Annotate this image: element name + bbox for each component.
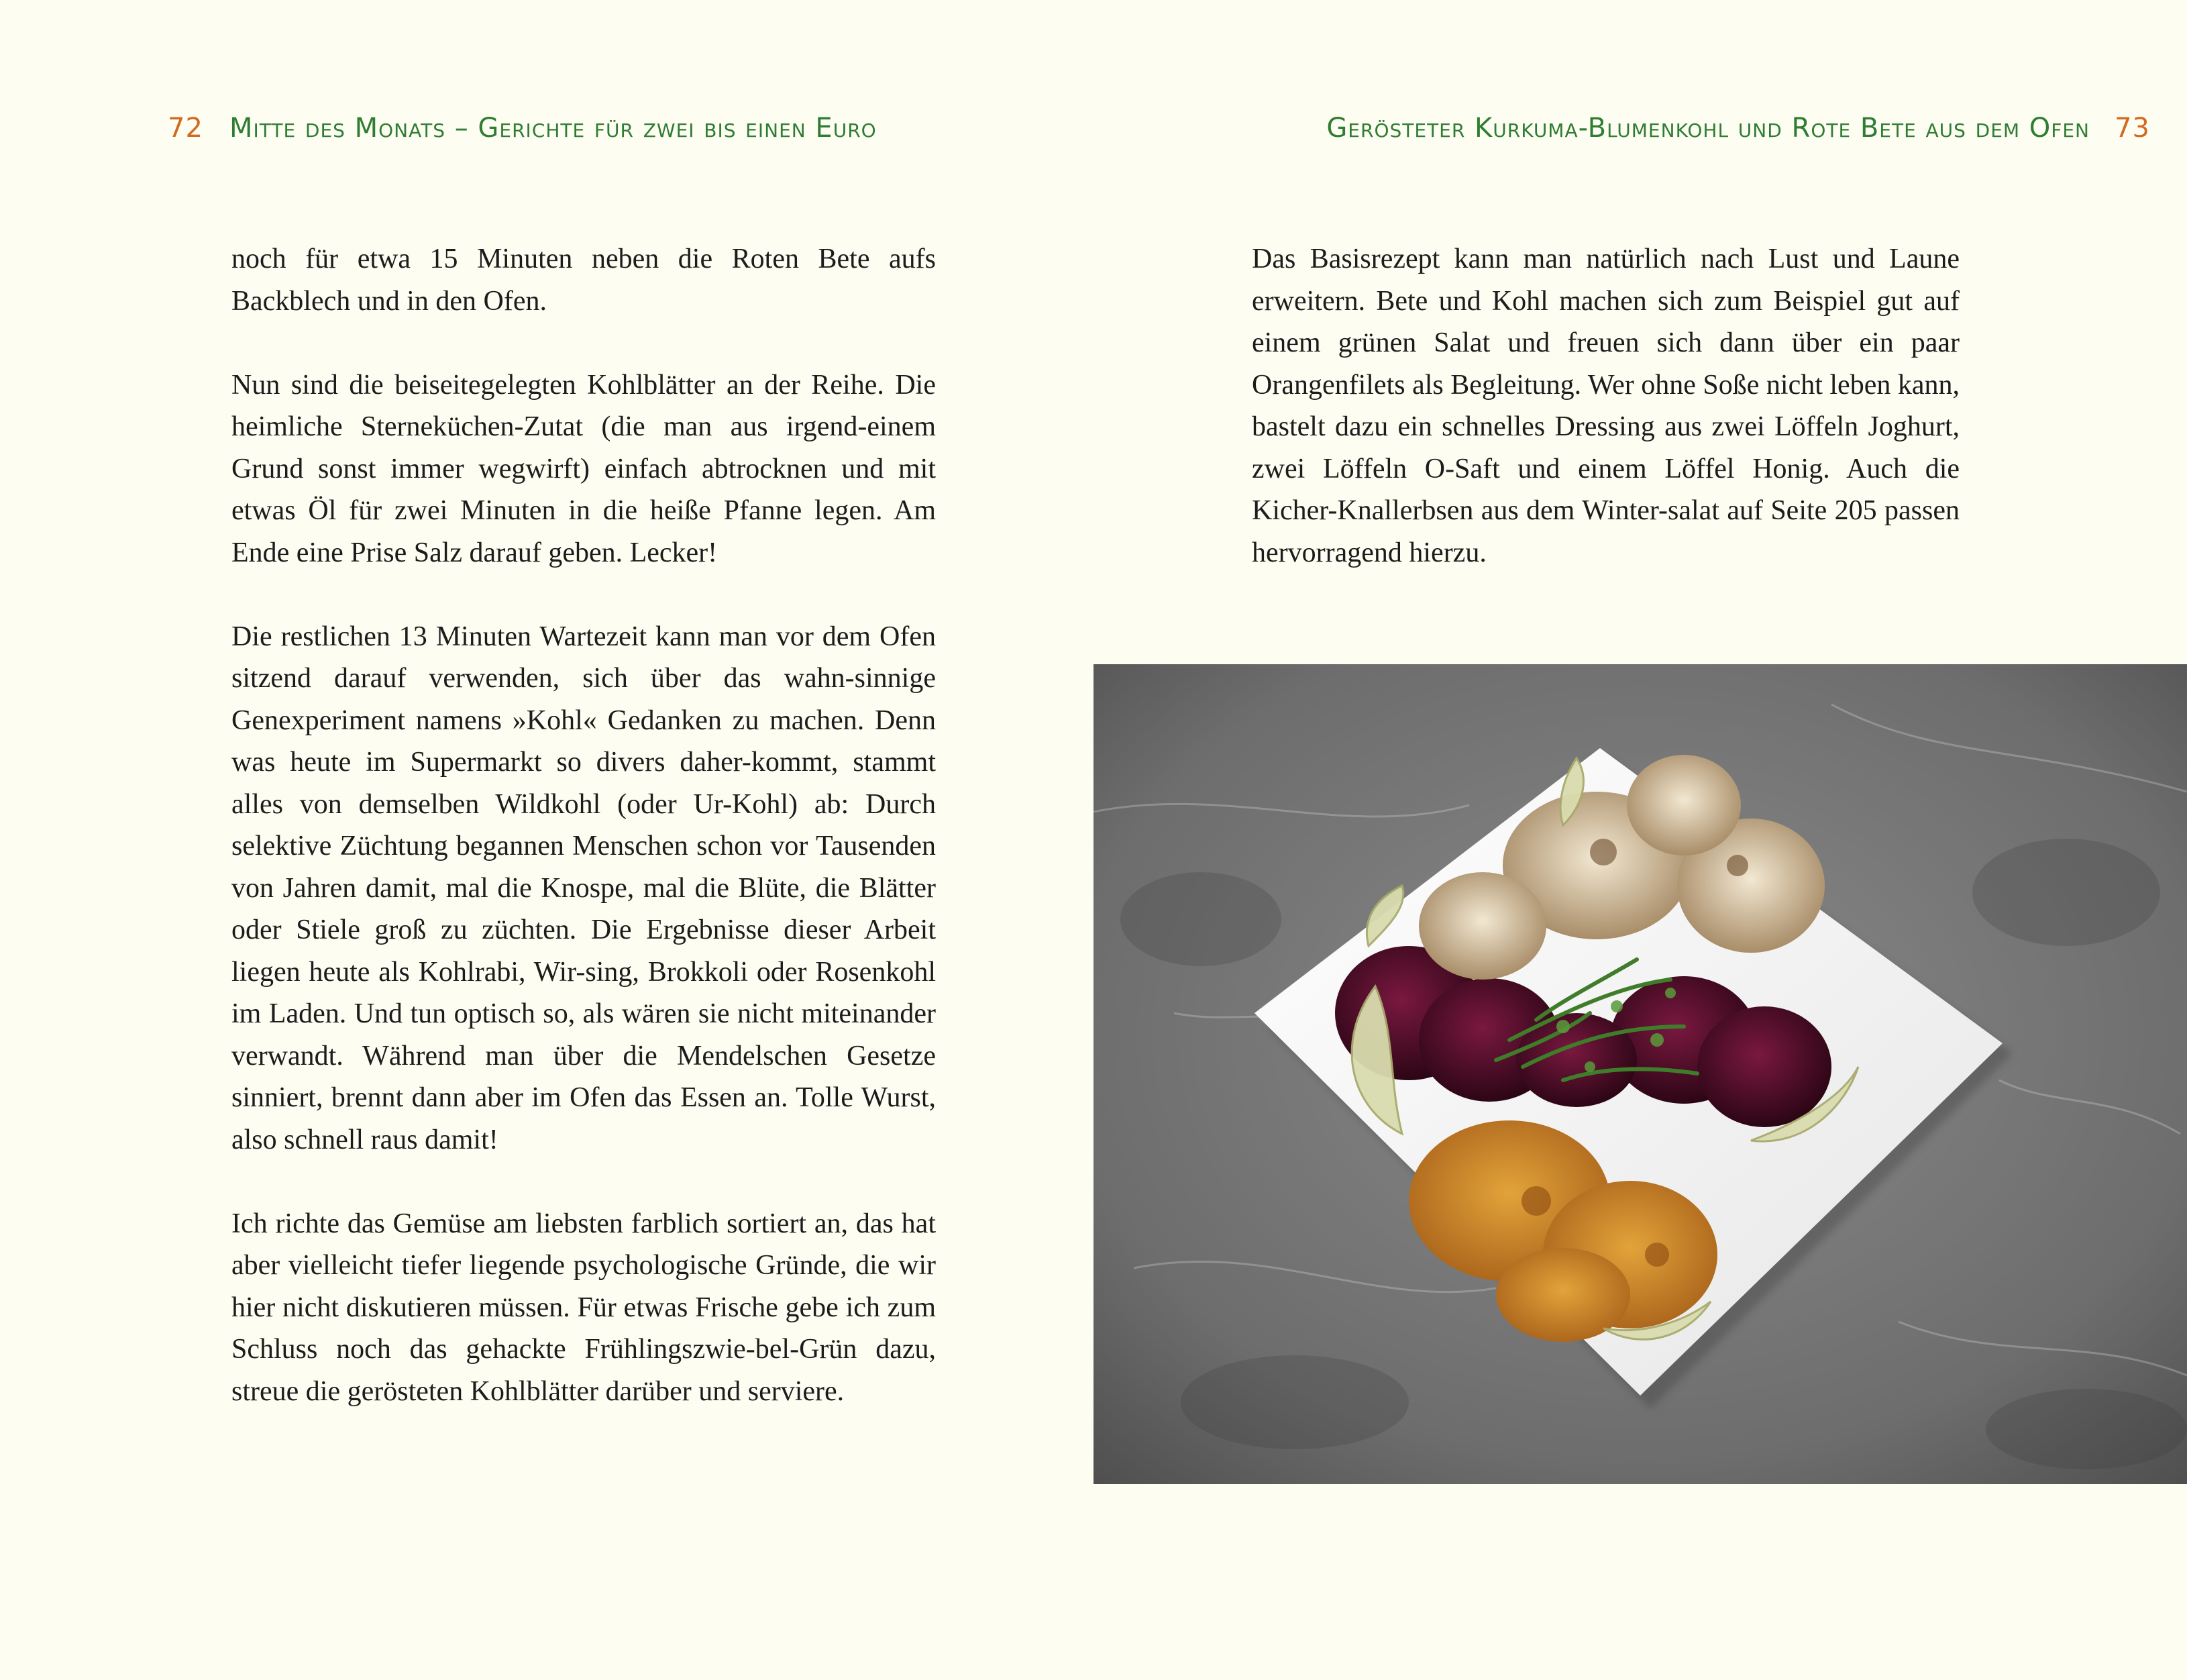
left-body-text [231, 238, 936, 1455]
paragraph: Die restlichen 13 Minuten Wartezeit kann man vor dem Ofen sitzend darauf verwenden, sich über das wahn-sinnige Genexperiment namens »Kohl« Gedanken zu machen. Denn was heute im Supermarkt so divers daher-kommt, stammt alles von demselben Wildkohl (oder Ur-Kohl) ab: Durch selektive Züchtung begannen Menschen schon vor Tausenden von Jahren damit, mal die Knospe, mal die Blüte, die Blätter oder Stiele groß zu züchten. Die Ergebnisse dieser Arbeit liegen heute als Kohlrabi, Wir-sing, Brokkoli oder Rosenkohl im Laden. Und tun optisch so, als wären sie nicht miteinander verwandt. Während man über die Mendelschen Gesetze sinniert, brennt dann aber im Ofen das Essen an. Tolle Wurst, also schnell raus damit! [231, 621, 936, 1155]
right-body-text [1252, 238, 1960, 616]
paragraph: Das Basisrezept kann man natürlich nach Lust und Laune erweitern. Bete und Kohl machen sich zum Beispiel gut auf einem grünen Salat und freuen sich dann über ein paar Orangenfilets als Begleitung. Wer ohne Soße nicht leben kann, bastelt dazu ein schnelles Dressing aus zwei Löffeln Joghurt, zwei Löffeln O-Saft und einem Löffel Honig. Auch die Kicher-Knallerbsen aus dem Winter-salat auf Seite 205 passen hervorragend hierzu. [1252, 244, 1960, 568]
paragraph: Ich richte das Gemüse am liebsten farblich sortiert an, das hat aber vielleicht tiefer liegende psychologische Gründe, die wir hier nicht diskutieren müssen. Für etwas Frische gebe ich zum Schluss noch das gehackte Frühlingszwie-bel-Grün dazu, streue die gerösteten Kohlblätter darüber und serviere. [231, 1208, 936, 1407]
page-number-left: 72 [168, 113, 203, 144]
paragraph: noch für etwa 15 Minuten neben die Roten Bete aufs Backblech und in den Ofen. [231, 244, 936, 317]
page-number-right: 73 [2115, 113, 2150, 144]
running-head-right: Gerösteter Kurkuma-Blumenkohl und Rote Bete aus dem Ofen [1326, 113, 2090, 144]
paragraph: Nun sind die beiseitegelegten Kohlblätter an der Reihe. Die heimliche Sterneküchen-Zutat (die man aus irgend-einem Grund sonst immer wegwirft) einfach abtrocknen und mit etwas Öl für zwei Minuten in die heiße Pfanne legen. Am Ende eine Prise Salz darauf geben. Lecker! [231, 369, 936, 568]
running-head-left: Mitte des Monats – Gerichte für zwei bis einen Euro [229, 113, 877, 144]
right-page [1094, 0, 2187, 1680]
food-photo [1094, 664, 2187, 1484]
